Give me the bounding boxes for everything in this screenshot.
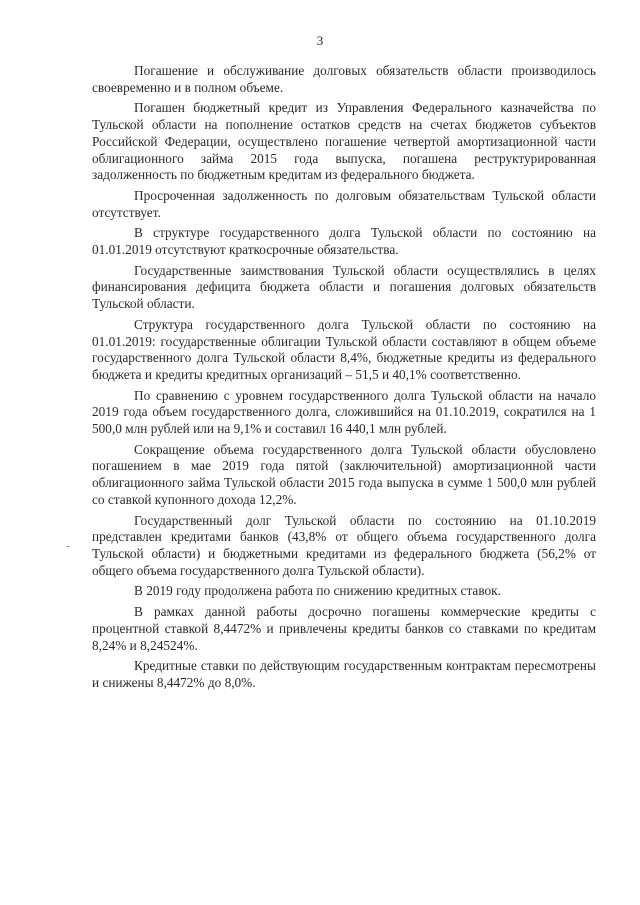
document-body xyxy=(92,63,596,696)
paragraph: Структура государственного долга Тульской области по состоянию на 01.01.2019: государственные облигации Тульской области составляют в общем объеме государственного долга Тульской области 8,4%, бюджетные кредиты из федерального бюджета и кредиты кредитных организаций – 51,5 и 40,1% соответственно. xyxy=(92,316,596,382)
paragraph: В рамках данной работы досрочно погашены коммерческие кредиты с процентной ставкой 8,4472% и привлечены кредиты банков со ставками по кредитам 8,24% и 8,24524%. xyxy=(92,604,596,653)
paragraph: Погашен бюджетный кредит из Управления Федерального казначейства по Тульской области на пополнение остатков средств на счетах бюджетов субъектов Российской Федерации, осуществлено погашение четвертой амортизационной части облигационного займа 2015 года выпуска, погашена реструктурированная задолженность по бюджетным кредитам из федерального бюджета. xyxy=(92,100,596,183)
page-number: 3 xyxy=(316,33,324,48)
paragraph: Государственный долг Тульской области по состоянию на 01.10.2019 представлен кредитами банков (43,8% от общего объема государственного долга Тульской области) и бюджетными кредитами из федерального бюджета (56,2% от общего объема государственного долга Тульской области). xyxy=(92,512,596,578)
paragraph: В структуре государственного долга Тульской области по состоянию на 01.01.2019 отсутствуют краткосрочные обязательства. xyxy=(92,225,596,258)
paragraph: Государственные заимствования Тульской области осуществлялись в целях финансирования дефицита бюджета области и погашения долговых обязательств Тульской области. xyxy=(92,262,596,312)
margin-mark: - xyxy=(66,540,70,552)
paragraph: Погашение и обслуживание долговых обязательств области производилось своевременно и в полном объеме. xyxy=(92,63,596,95)
paragraph: По сравнению с уровнем государственного долга Тульской области на начало 2019 года объем государственного долга, сложившийся на 01.10.2019, сократился на 1 500,0 млн рублей или на 9,1% и составил 16 440,1 млн рублей. xyxy=(92,387,596,437)
paragraph: Сокращение объема государственного долга Тульской области обусловлено погашением в мае 2019 года пятой (заключительной) амортизационной части облигационного займа Тульской области 2015 года выпуска в сумме 1 500,0 млн рублей со ставкой купонного дохода 12,2%. xyxy=(92,441,596,507)
paragraph: Просроченная задолженность по долговым обязательствам Тульской области отсутствует. xyxy=(92,187,596,220)
paragraph: В 2019 году продолжена работа по снижению кредитных ставок. xyxy=(134,583,501,599)
paragraph: Кредитные ставки по действующим государственным контрактам пересмотрены и снижены 8,4472% до 8,0%. xyxy=(92,658,596,690)
